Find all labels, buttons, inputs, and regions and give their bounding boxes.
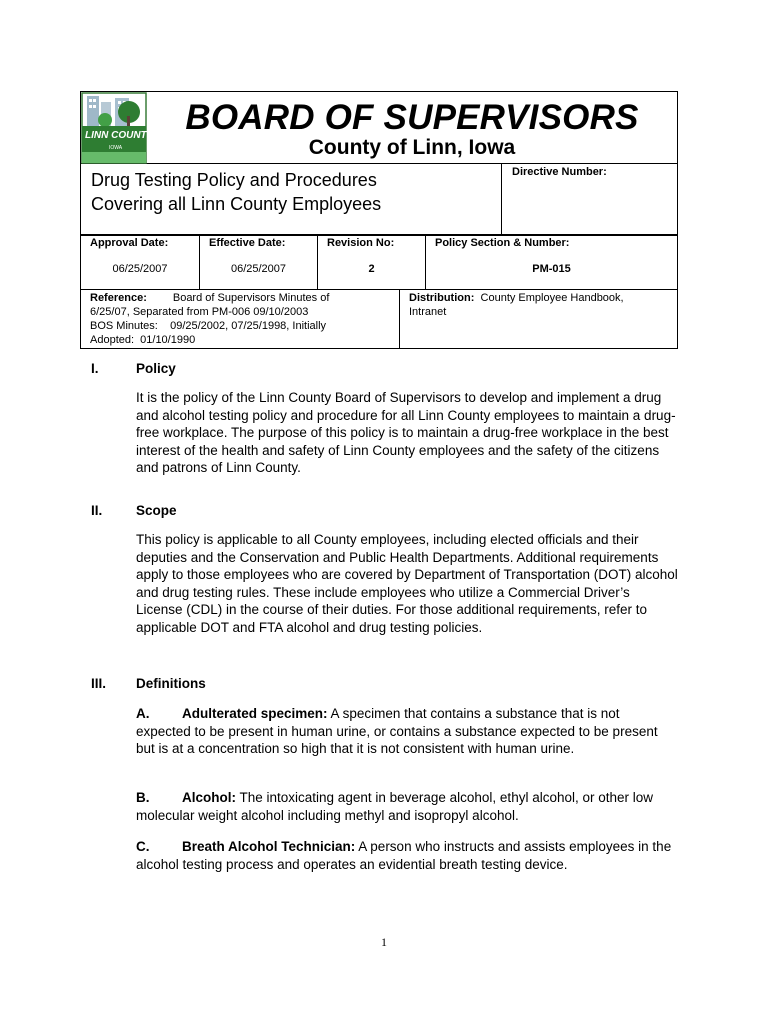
- reference-line-1: Board of Supervisors Minutes of: [172, 292, 330, 304]
- policy-section-label: Policy Section & Number:: [435, 237, 570, 249]
- distribution-cell: [399, 290, 677, 348]
- definition-a-text: A specimen that contains a substance that is not expected to be present in human urine, or contains a substance expected to be present but is at a concentration so high that it is not consistent with human urine.: [136, 706, 658, 756]
- section-title-policy: Policy: [136, 361, 176, 376]
- definition-b: [136, 789, 678, 824]
- approval-date-cell: [81, 236, 199, 289]
- logo-text: LINN COUNTY: [85, 130, 147, 141]
- definition-b-term: Alcohol:: [182, 790, 236, 805]
- reference-line-4: Adopted: 01/10/1990: [90, 334, 196, 346]
- reference-line-2: 6/25/07, Separated from PM-006 09/10/2003: [90, 306, 309, 318]
- revision-label: Revision No:: [327, 237, 395, 249]
- reference-cell: [90, 291, 390, 347]
- header-title-row: [81, 92, 677, 164]
- approval-date-label: Approval Date:: [90, 237, 169, 249]
- section-number-scope: II.: [91, 503, 103, 518]
- page-subtitle: County of Linn, Iowa: [308, 136, 516, 159]
- directive-number-label: Directive Number:: [512, 166, 607, 178]
- logo-subtext: IOWA: [109, 145, 123, 151]
- page-title: BOARD OF SUPERVISORS: [185, 98, 639, 137]
- section-number-definitions: III.: [91, 676, 107, 691]
- effective-date-value: 06/25/2007: [230, 263, 287, 275]
- definition-a-term: Adulterated specimen:: [182, 706, 328, 721]
- definition-c-text: A person who instructs and assists employees in the alcohol testing process and operates an evidential breath testing device.: [136, 839, 672, 872]
- policy-title: [91, 168, 491, 216]
- reference-line-3: BOS Minutes: 09/25/2002, 07/25/1998, Initially: [90, 320, 327, 332]
- effective-date-label: Effective Date:: [209, 237, 286, 249]
- reference-row: [81, 290, 677, 348]
- revision-cell: [317, 236, 425, 289]
- section-title-scope: Scope: [136, 503, 177, 518]
- section-title-definitions: Definitions: [136, 676, 206, 691]
- approval-date-value: 06/25/2007: [112, 263, 168, 275]
- page-number: 1: [381, 935, 387, 949]
- policy-title-line-2: Covering all Linn County Employees: [91, 194, 382, 214]
- policy-section-value: PM-015: [532, 263, 571, 275]
- reference-label: Reference:: [90, 292, 147, 304]
- definition-c-letter: C.: [136, 839, 150, 854]
- distribution-text-2: Intranet: [409, 306, 447, 318]
- definition-c: [136, 838, 678, 873]
- definition-a: [136, 705, 678, 758]
- distribution-text: County Employee Handbook,: [480, 292, 624, 304]
- section-number-policy: I.: [91, 361, 99, 376]
- policy-title-row: [81, 164, 677, 236]
- definition-b-text: The intoxicating agent in beverage alcohol, ethyl alcohol, or other low molecular weight alcohol including methyl and isopropyl alcohol.: [136, 790, 654, 823]
- policy-title-line-1: Drug Testing Policy and Procedures: [91, 170, 377, 190]
- directive-number-cell: [501, 164, 607, 234]
- policy-paragraph: It is the policy of the Linn County Board of Supervisors to develop and implement a drug and alcohol testing policy and procedure for all Linn County employees to maintain a drug-free workplace. The purpose of this policy is to maintain a drug-free workplace in the best interest of the health and safety of Linn County employees and the safety of the citizens and patrons of Linn County.: [136, 390, 676, 475]
- dates-row: [81, 236, 677, 290]
- document-header: [80, 91, 678, 349]
- definition-a-letter: A.: [136, 706, 150, 721]
- definition-c-term: Breath Alcohol Technician:: [182, 839, 356, 854]
- distribution-label: Distribution:: [409, 292, 475, 304]
- scope-paragraph: This policy is applicable to all County employees, including elected officials and their deputies and the Conservation and Public Health Departments. Additional requirements apply to those employees who are covered by Department of Transportation (DOT) alcohol and drug testing rules. These include employees who utilize a Commercial Driver’s License (CDL) in the course of their duties. For those additional requirements, refer to applicable DOT and FTA alcohol and drug testing policies.: [136, 532, 678, 635]
- effective-date-cell: [199, 236, 317, 289]
- revision-value: 2: [368, 263, 375, 275]
- policy-section-cell: [425, 236, 677, 289]
- definition-b-letter: B.: [136, 790, 150, 805]
